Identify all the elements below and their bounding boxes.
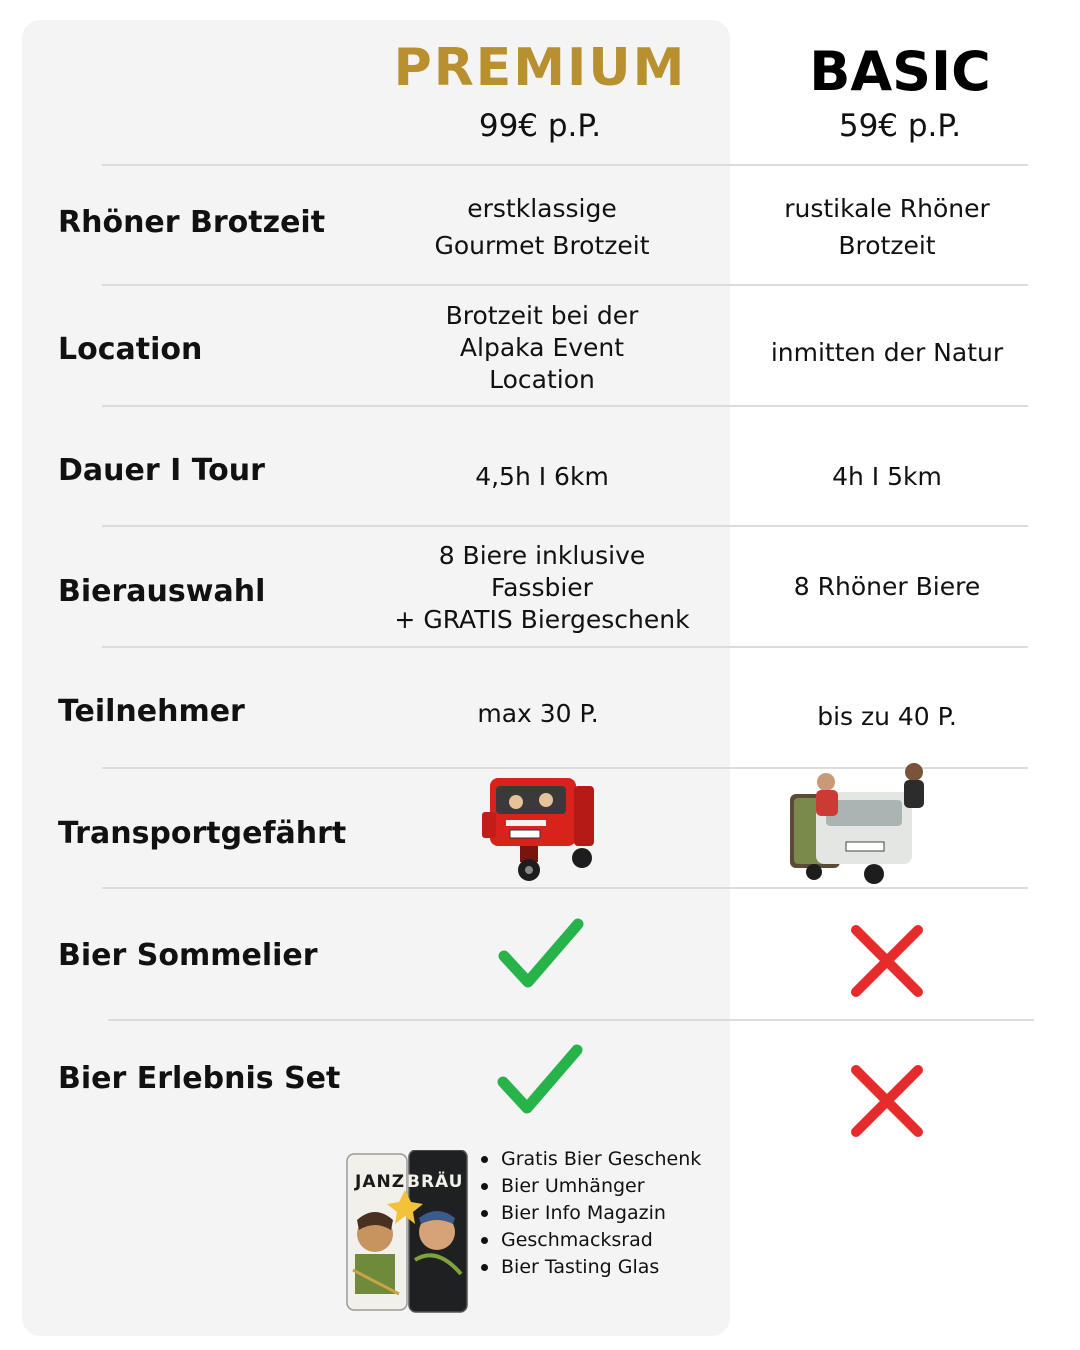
- cross-icon: [850, 1064, 924, 1138]
- premium-bierauswahl-value: [392, 540, 692, 636]
- text-line: erstklassige: [467, 194, 617, 223]
- basic-teilnehmer-value: bis zu 40 P.: [817, 702, 957, 731]
- check-icon: [495, 1042, 583, 1118]
- white-ape-vehicle-image: [786, 762, 936, 886]
- text-line: Brotzeit bei der: [445, 301, 639, 330]
- premium-dauer-value: 4,5h I 6km: [475, 462, 609, 491]
- row-label-bierauswahl: Bierauswahl: [58, 574, 266, 609]
- erlebnis-set-list: [478, 1146, 701, 1281]
- divider: [102, 646, 1028, 648]
- row-label-teilnehmer: Teilnehmer: [58, 694, 245, 729]
- premium-location-value: [392, 300, 692, 396]
- beer-cans-image: [345, 1150, 469, 1314]
- divider: [108, 1019, 1034, 1021]
- list-item: Bier Umhänger: [478, 1173, 701, 1200]
- divider: [102, 284, 1028, 286]
- text-line: rustikale Rhöner: [784, 194, 990, 223]
- check-icon: [496, 916, 584, 992]
- row-label-erlebnis-set: Bier Erlebnis Set: [58, 1061, 341, 1096]
- red-ape-vehicle-image: [476, 772, 598, 884]
- divider: [102, 164, 1028, 166]
- row-label-brotzeit: Rhöner Brotzeit: [58, 205, 326, 240]
- row-label-dauer: Dauer I Tour: [58, 453, 265, 488]
- text-line: Gourmet Brotzeit: [434, 231, 650, 260]
- text-line: + GRATIS Biergeschenk: [394, 605, 690, 634]
- text-line: Fassbier: [491, 573, 593, 602]
- basic-dauer-value: 4h I 5km: [832, 462, 942, 491]
- list-item: Geschmacksrad: [478, 1227, 701, 1254]
- premium-title: PREMIUM: [393, 38, 687, 98]
- list-item: Gratis Bier Geschenk: [478, 1146, 701, 1173]
- basic-title: BASIC: [809, 40, 991, 103]
- divider: [102, 525, 1028, 527]
- list-item: Bier Info Magazin: [478, 1200, 701, 1227]
- premium-teilnehmer-value: max 30 P.: [477, 699, 599, 728]
- can-left-label: JANZ: [355, 1172, 406, 1192]
- divider: [102, 887, 1028, 889]
- row-label-location: Location: [58, 332, 203, 367]
- row-label-transport: Transportgefährt: [58, 816, 347, 851]
- text-line: Alpaka Event: [459, 333, 625, 362]
- row-label-sommelier: Bier Sommelier: [58, 938, 318, 973]
- basic-location-value: inmitten der Natur: [770, 338, 1004, 367]
- text-line: Brotzeit: [838, 231, 936, 260]
- can-right-label: BRÄU: [407, 1172, 464, 1192]
- premium-price: 99€ p.P.: [478, 108, 602, 144]
- text-line: Location: [489, 365, 595, 394]
- list-item: Bier Tasting Glas: [478, 1254, 701, 1281]
- basic-brotzeit-value: [737, 193, 1037, 262]
- premium-brotzeit-value: [392, 193, 692, 262]
- basic-bierauswahl-value: 8 Rhöner Biere: [793, 572, 981, 601]
- cross-icon: [850, 924, 924, 998]
- basic-price: 59€ p.P.: [838, 108, 962, 144]
- divider: [102, 405, 1028, 407]
- text-line: 8 Biere inklusive: [438, 541, 646, 570]
